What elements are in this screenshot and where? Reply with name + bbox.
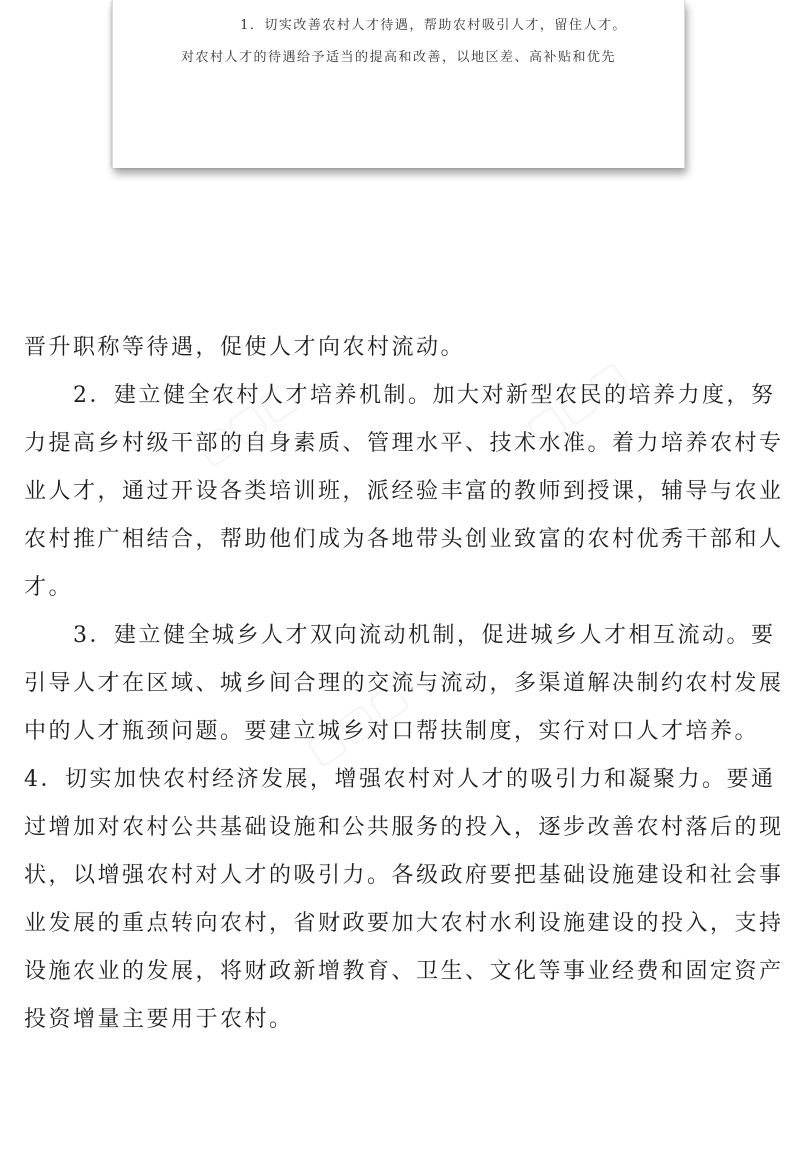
paragraph-3: 3．建立健全城乡人才双向流动机制，促进城乡人才相互流动。要引导人才在区域、城乡间合理的交流与流动，多渠道解决制约农村发展中的人才瓶颈问题。要建立城乡对口帮扶制度，实行对口人才培养。 4．切实加快农村经济发展，增强农村对人才的吸引力和凝聚力。要通过增加对农村公共基础设施和公共服务的投入，逐步改善农村落后的现状，以增强农村对人才的吸引力。各级政府要把基础设施建设和社会事业发展的重点转向农村，省财政要加大农村水利设施建设的投入，支持设施农业的发展，将财政新增教育、卫生、文化等事业经费和固定资产投资增量主要用于农村。 [24,623,784,1032]
document-body [24,324,784,1044]
previous-page-card [112,0,685,168]
paragraph-2: 2．建立健全农村人才培养机制。加大对新型农民的培养力度，努力提高乡村级干部的自身素质、管理水平、技术水准。着力培养农村专业人才，通过开设各类培训班，派经验丰富的教师到授课，辅导与农业农村推广相结合，帮助他们成为各地带头创业致富的农村优秀干部和人才。 [24,383,784,600]
watermark: ▢▢▢ [297,671,417,775]
paragraph-continuation: 晋升职称等待遇，促使人才向农村流动。 [24,335,466,360]
card-text-line-1: 1．切实改善农村人才待遇，帮助农村吸引人才，留住人才。 [240,18,627,33]
watermark: ▢▢▢ [187,371,307,475]
watermark: ▢▢▢ [517,351,637,455]
card-text-line-2: 对农村人才的待遇给予适当的提高和改善，以地区差、高补贴和优先 [180,50,616,65]
